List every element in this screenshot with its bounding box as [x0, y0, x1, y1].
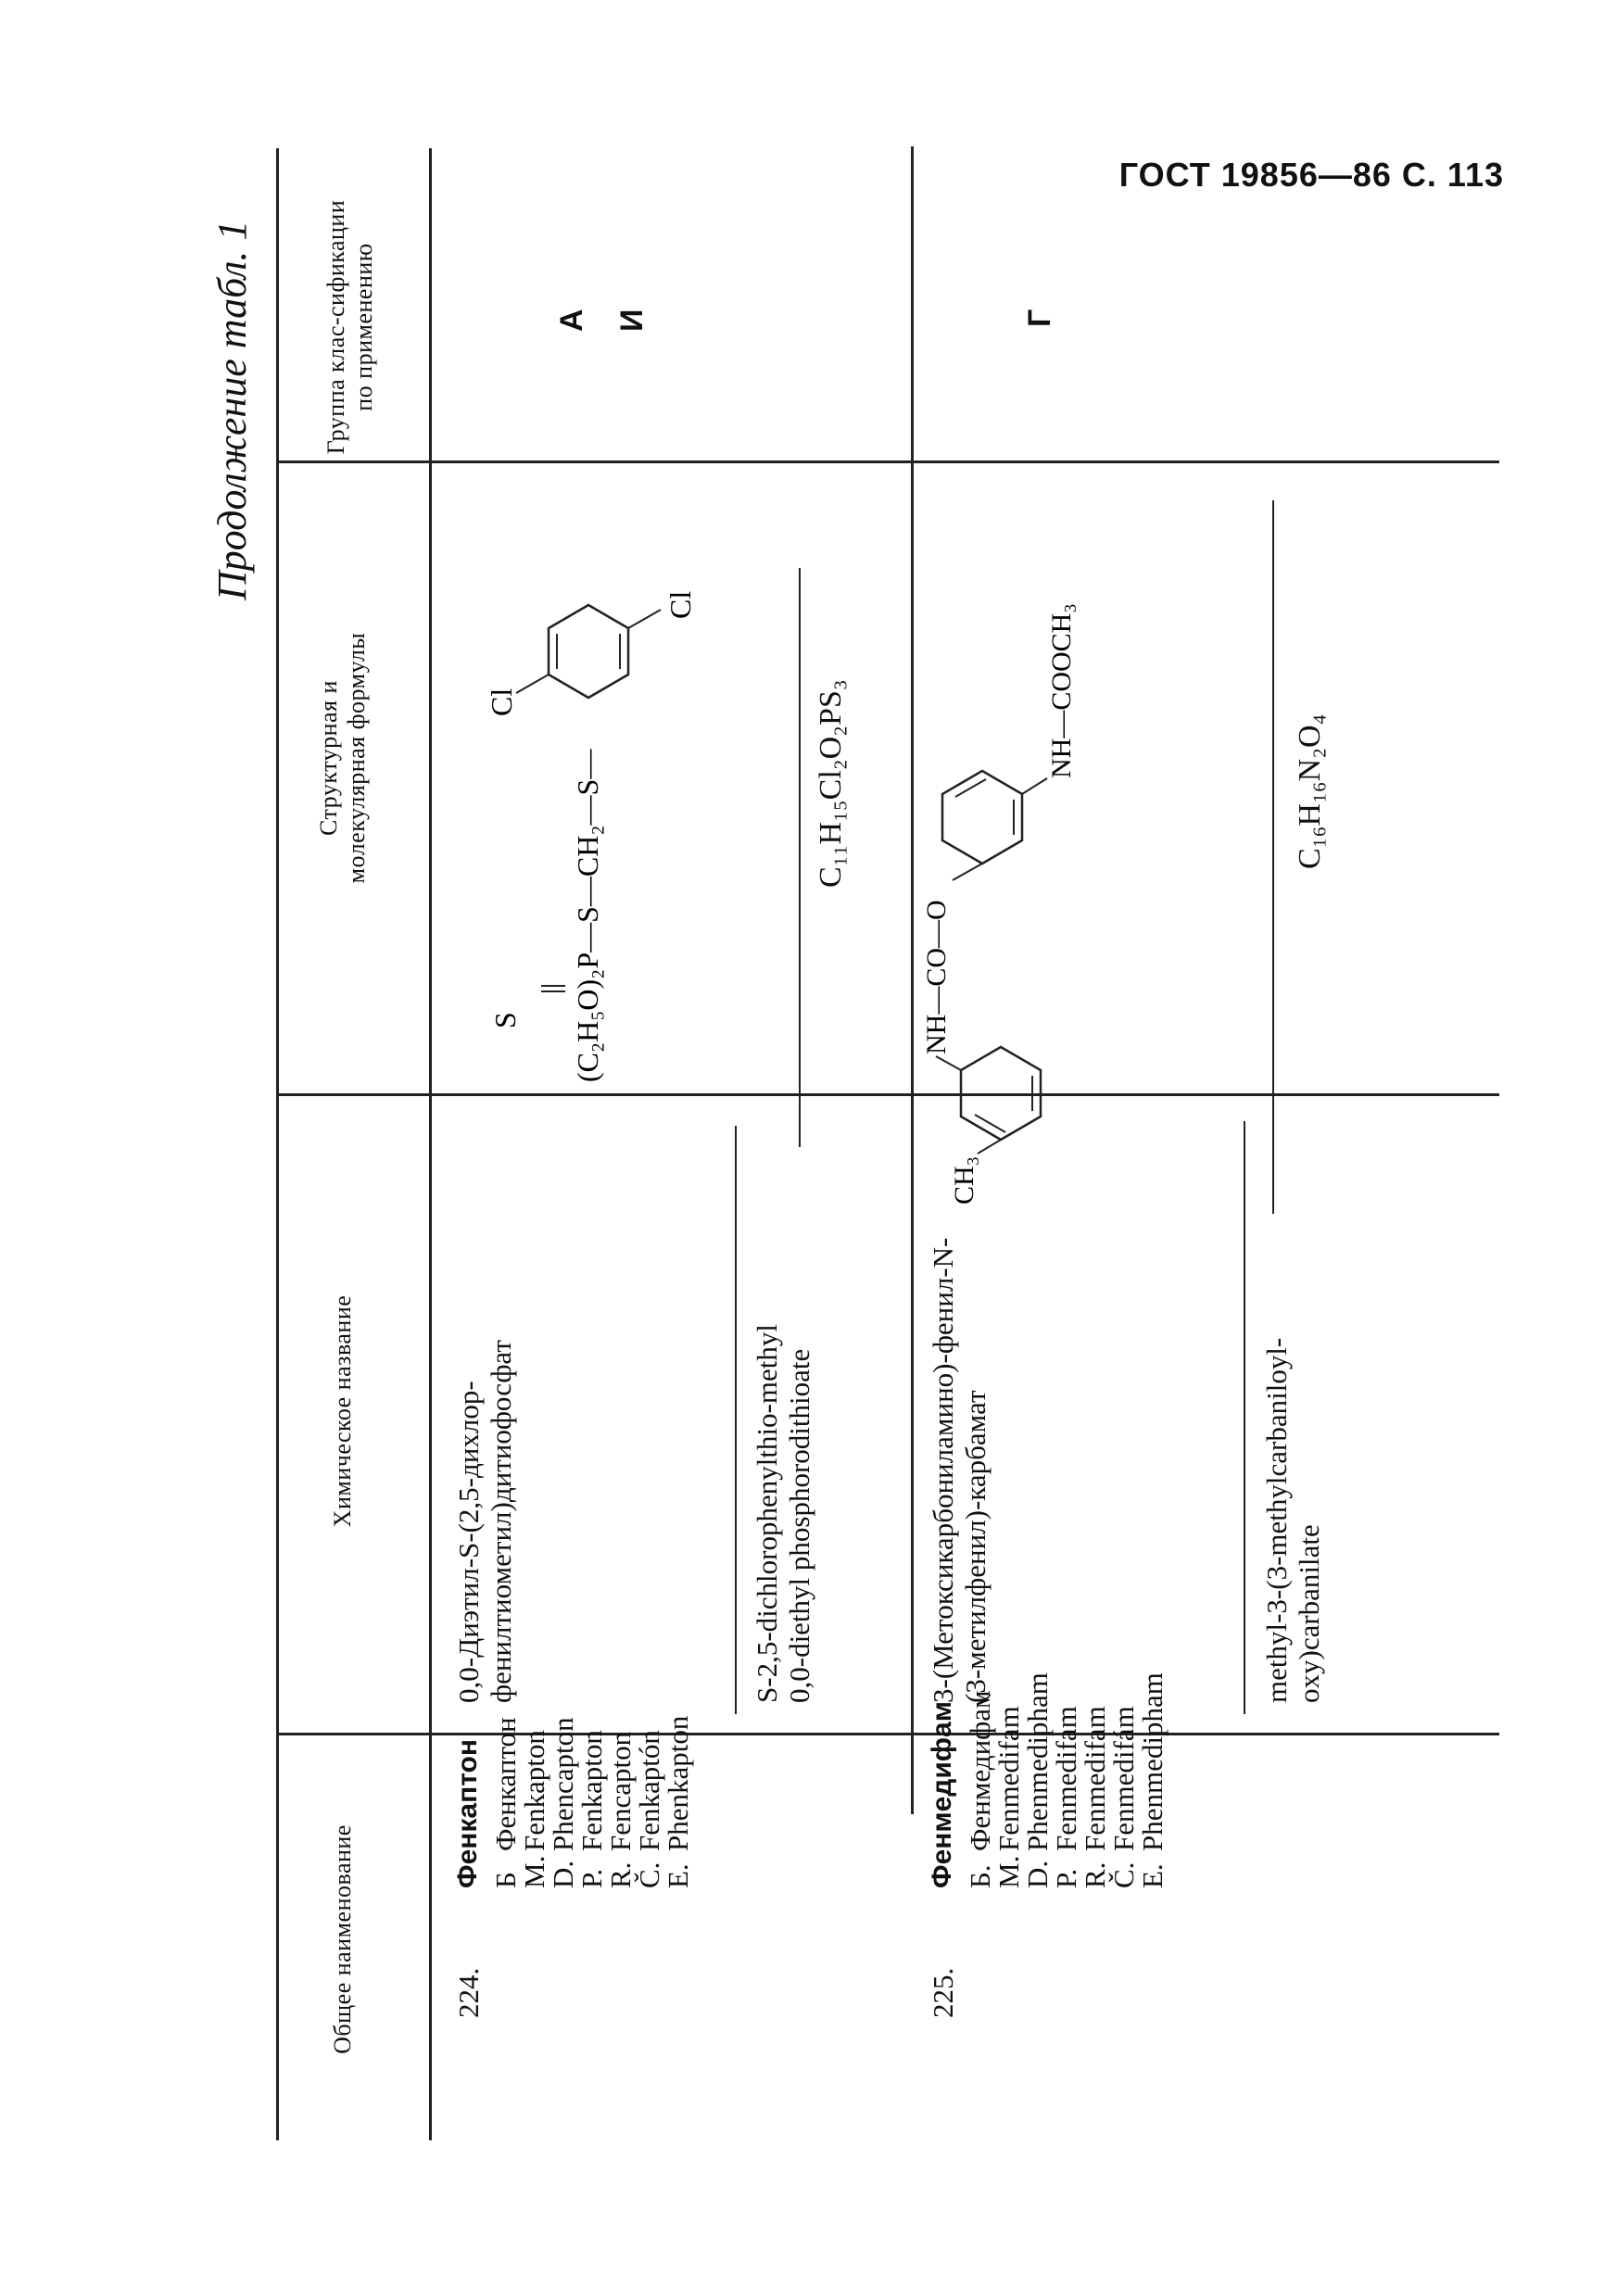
chlorine-label: Cl	[663, 590, 697, 619]
column-divider-2	[276, 1093, 1499, 1096]
sub-rule-224-formula	[799, 568, 801, 1147]
page-header: ГОСТ 19856—86 С. 113	[1118, 156, 1504, 194]
ring-inner-bond	[975, 1115, 1005, 1132]
table-header-rule	[429, 148, 432, 2140]
sub-rule-225-name	[1244, 1121, 1245, 1714]
thione-s-label: S	[488, 1012, 522, 1028]
synonym-list	[966, 1672, 1167, 1888]
entry-number: 224.	[452, 1967, 485, 2018]
synonym-row: R. Fencapton	[604, 1731, 637, 1888]
synonym-row: D. Phenmedipham	[1021, 1672, 1054, 1888]
chemical-name-ru: 0,0-Диэтил-S-(2,5-дихлор-фенилтиометил)дитиофосфат	[452, 1340, 518, 1703]
column-heading-common-name: Общее наименование	[329, 1824, 356, 2054]
ring-bond	[1022, 778, 1047, 794]
column-divider-1	[276, 1733, 1499, 1735]
benzene-ring	[549, 605, 628, 698]
ring-bond-cl	[628, 610, 661, 628]
ring-inner-bond	[955, 779, 986, 797]
entry-separator	[911, 146, 914, 1814]
chemical-name-en: methyl-3-(3-methylcarbaniloyl-oxy)carbanilate	[1260, 1337, 1326, 1703]
ring-bond	[978, 1140, 1001, 1154]
benzene-ring	[942, 771, 1022, 864]
carbamate-linker: NH—CO—O	[921, 900, 952, 1054]
synonym-row: Р. Fenkapton	[575, 1730, 608, 1888]
synonym-row: Č. Fenkaptón	[633, 1730, 665, 1888]
sub-rule-224-name	[735, 1126, 737, 1714]
synonym-row: R. Fenmedifam	[1079, 1706, 1111, 1888]
ring-bond	[936, 1056, 961, 1070]
benzene-ring	[961, 1047, 1041, 1140]
table-caption: Продолжение табл. 1	[209, 220, 255, 600]
molecular-formula: C₁₁H₁₅Cl₂O₂PS₃	[814, 679, 848, 888]
column-heading-group: Группа клас-сификации по применению	[322, 199, 377, 455]
table-top-rule	[276, 148, 279, 2140]
ring-bond	[953, 864, 982, 880]
common-name-title: Фенмедифам	[927, 1701, 957, 1888]
chemical-name-ru: 3-(Метоксикарбониламино)-фенил-N-(3-метилфенил)-карбамат	[927, 1237, 992, 1703]
chemical-name-en: S-2,5-dichlorophenylthio-methyl 0,0-diethyl phosphorodithioate	[751, 1324, 816, 1703]
synonym-row: М. Fenmedifam	[992, 1706, 1025, 1888]
ring-bond-cl	[516, 675, 549, 693]
application-group: А И	[554, 309, 650, 332]
synonym-row: Б Фенкаптон	[489, 1717, 522, 1888]
carbamate-group: NH—COOCH₃	[1046, 603, 1077, 778]
synonym-row: Б. Фенмедифам	[964, 1690, 996, 1888]
chlorine-label: Cl	[485, 688, 518, 716]
application-group: Г	[1022, 309, 1057, 327]
methyl-label: CH₃	[949, 1155, 979, 1205]
structure-chain: (C₂H₅O)₂P—S—CH₂—S—	[571, 749, 604, 1082]
synonym-row: Р. Fenmedifam	[1050, 1706, 1082, 1888]
synonym-row: E. Phenkapton	[662, 1715, 694, 1888]
structural-formula-fenkapton	[436, 452, 797, 1082]
common-name-title: Фенкаптон	[452, 1739, 483, 1888]
synonym-row: М. Fenkapton	[518, 1730, 550, 1888]
structural-formula-phenmedipham	[917, 491, 1195, 1214]
sub-rule-225-formula	[1272, 500, 1274, 1214]
molecular-formula: C₁₆H₁₆N₂O₄	[1293, 713, 1327, 869]
synonym-row: E. Phenmedipham	[1136, 1672, 1169, 1888]
column-heading-formula: Структурная и молекулярная формулы	[315, 632, 370, 884]
entry-number: 225.	[927, 1967, 959, 2018]
synonym-list	[491, 1716, 692, 1888]
column-heading-chemical-name: Химическое название	[329, 1294, 356, 1528]
synonym-row: D. Phencapton	[547, 1717, 579, 1888]
synonym-row: Č. Fenmedifám	[1107, 1706, 1140, 1888]
